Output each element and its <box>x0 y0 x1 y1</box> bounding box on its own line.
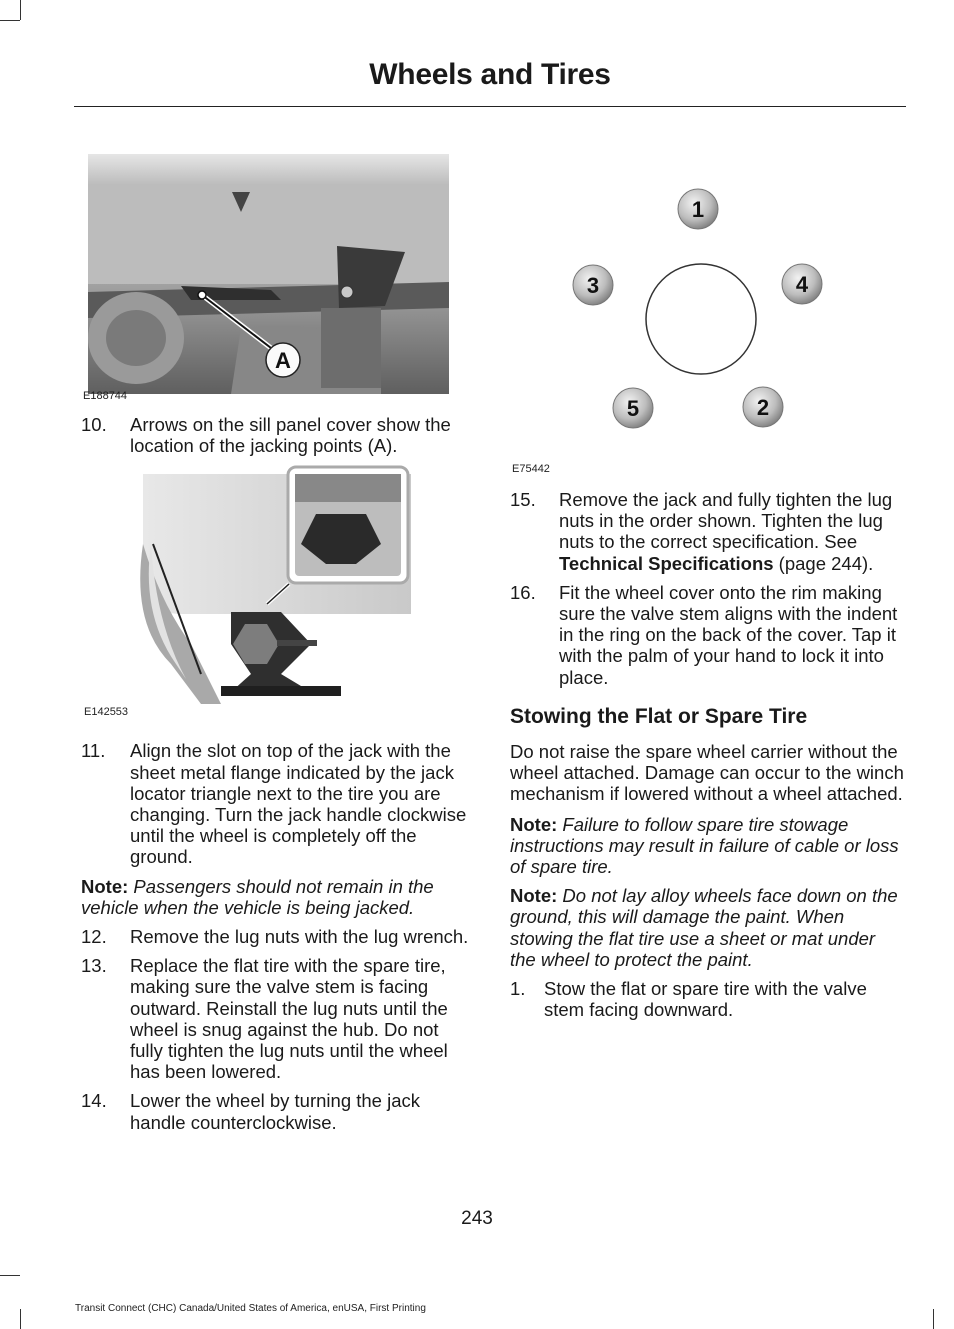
step-text: Arrows on the sill panel cover show the location of the jacking points (A). <box>130 414 451 457</box>
svg-text:5: 5 <box>626 396 640 421</box>
page-reference: (page 244). <box>778 552 874 574</box>
note-stowage <box>510 814 904 878</box>
note-text: Do not lay alloy wheels face down on the ground, this will damage the paint. When stowing the flat tire use a sheet or mat under the wheel to protect the paint. <box>510 885 898 970</box>
right-column <box>510 175 904 1028</box>
step-text: Align the slot on top of the jack with the sheet metal flange indicated by the jack locator triangle next to the tire you are changing. Turn the jack handle clockwise until the wheel is completely off the ground. <box>130 740 467 868</box>
step-11 <box>81 740 473 867</box>
sill-panel-figure <box>81 148 473 404</box>
note-text: Passengers should not remain in the vehicle when the vehicle is being jacked. <box>81 875 434 918</box>
crop-mark <box>0 20 20 21</box>
note-alloy-wheels <box>510 885 904 970</box>
step-text: Fit the wheel cover onto the rim making sure the valve stem aligns with the indent in the ring on the back of the cover. Tap it with the palm of your hand to lock it into place. <box>559 581 898 688</box>
left-column <box>81 148 473 1141</box>
step-16 <box>510 582 904 688</box>
page-number: 243 <box>461 1208 493 1229</box>
step-text: Lower the wheel by turning the jack handle counterclockwise. <box>130 1090 421 1133</box>
note-label: Note: <box>510 813 558 835</box>
step-15 <box>510 489 904 574</box>
step-number: 15. <box>510 489 536 510</box>
step-number: 1. <box>510 978 526 1000</box>
lug-nut-1 <box>678 189 718 229</box>
step-text: Replace the flat tire with the spare tire, making sure the valve stem is facing outward. Reinstall the lug nuts until the wheel is snug against the hub. Do not fully tighten the lug nuts until the wheel has been lowered. <box>130 955 448 1083</box>
figure-code: E188744 <box>83 390 128 402</box>
hub-circle <box>646 264 756 374</box>
jack-figure <box>81 464 473 720</box>
section-heading: Stowing the Flat or Spare Tire <box>510 704 808 728</box>
note-label: Note: <box>510 885 558 907</box>
note-label: Note: <box>81 875 129 897</box>
warning-paragraph: Do not raise the spare wheel carrier without the wheel attached. Damage can occur to the winch mechanism if lowered without a wheel attached. <box>510 741 904 805</box>
cross-reference-link[interactable]: Technical Specifications <box>559 552 774 574</box>
svg-text:3: 3 <box>586 273 600 298</box>
step-number: 14. <box>81 1090 107 1112</box>
lug-nut-2 <box>743 387 783 427</box>
crop-mark <box>933 1309 934 1329</box>
step-14 <box>81 1090 473 1132</box>
jack-illustration <box>81 464 473 720</box>
step-text: Remove the jack and fully tighten the lug nuts in the order shown. Tighten the lug nuts to the correct specification. See <box>559 489 893 553</box>
step-text: Stow the flat or spare tire with the valve stem facing downward. <box>544 978 867 1021</box>
figure-code: E142553 <box>84 706 129 719</box>
step-10 <box>81 414 473 456</box>
crop-mark <box>0 1275 20 1276</box>
title-divider <box>74 106 906 107</box>
svg-text:1: 1 <box>691 197 705 222</box>
note-passengers <box>81 876 473 918</box>
figure-code: E75442 <box>512 463 550 475</box>
step-number: 11. <box>81 740 106 762</box>
step-12 <box>81 926 473 947</box>
note-text: Failure to follow spare tire stowage instructions may result in failure of cable or loss of spare tire. <box>510 813 899 878</box>
lug-nut-pattern-diagram <box>510 175 904 477</box>
footer-text: Transit Connect (CHC) Canada/United States of America, enUSA, First Printing <box>75 1303 426 1314</box>
step-number: 12. <box>81 926 107 948</box>
lug-nut-3 <box>573 265 613 305</box>
step-number: 16. <box>510 581 536 603</box>
step-number: 13. <box>81 955 107 977</box>
page-title: Wheels and Tires <box>369 58 611 91</box>
stow-step-1 <box>510 978 904 1020</box>
callout-a: A <box>275 348 291 373</box>
svg-text:2: 2 <box>756 395 770 420</box>
crop-mark <box>20 1309 21 1329</box>
step-number: 10. <box>81 414 107 435</box>
svg-text:4: 4 <box>795 272 809 297</box>
step-text: Remove the lug nuts with the lug wrench. <box>130 926 469 948</box>
step-13 <box>81 955 473 1082</box>
lug-nut-5 <box>613 388 653 428</box>
lug-nut-pattern-figure <box>510 175 904 477</box>
sill-panel-illustration <box>81 148 473 404</box>
lug-nut-4 <box>782 264 822 304</box>
crop-mark <box>20 0 21 20</box>
